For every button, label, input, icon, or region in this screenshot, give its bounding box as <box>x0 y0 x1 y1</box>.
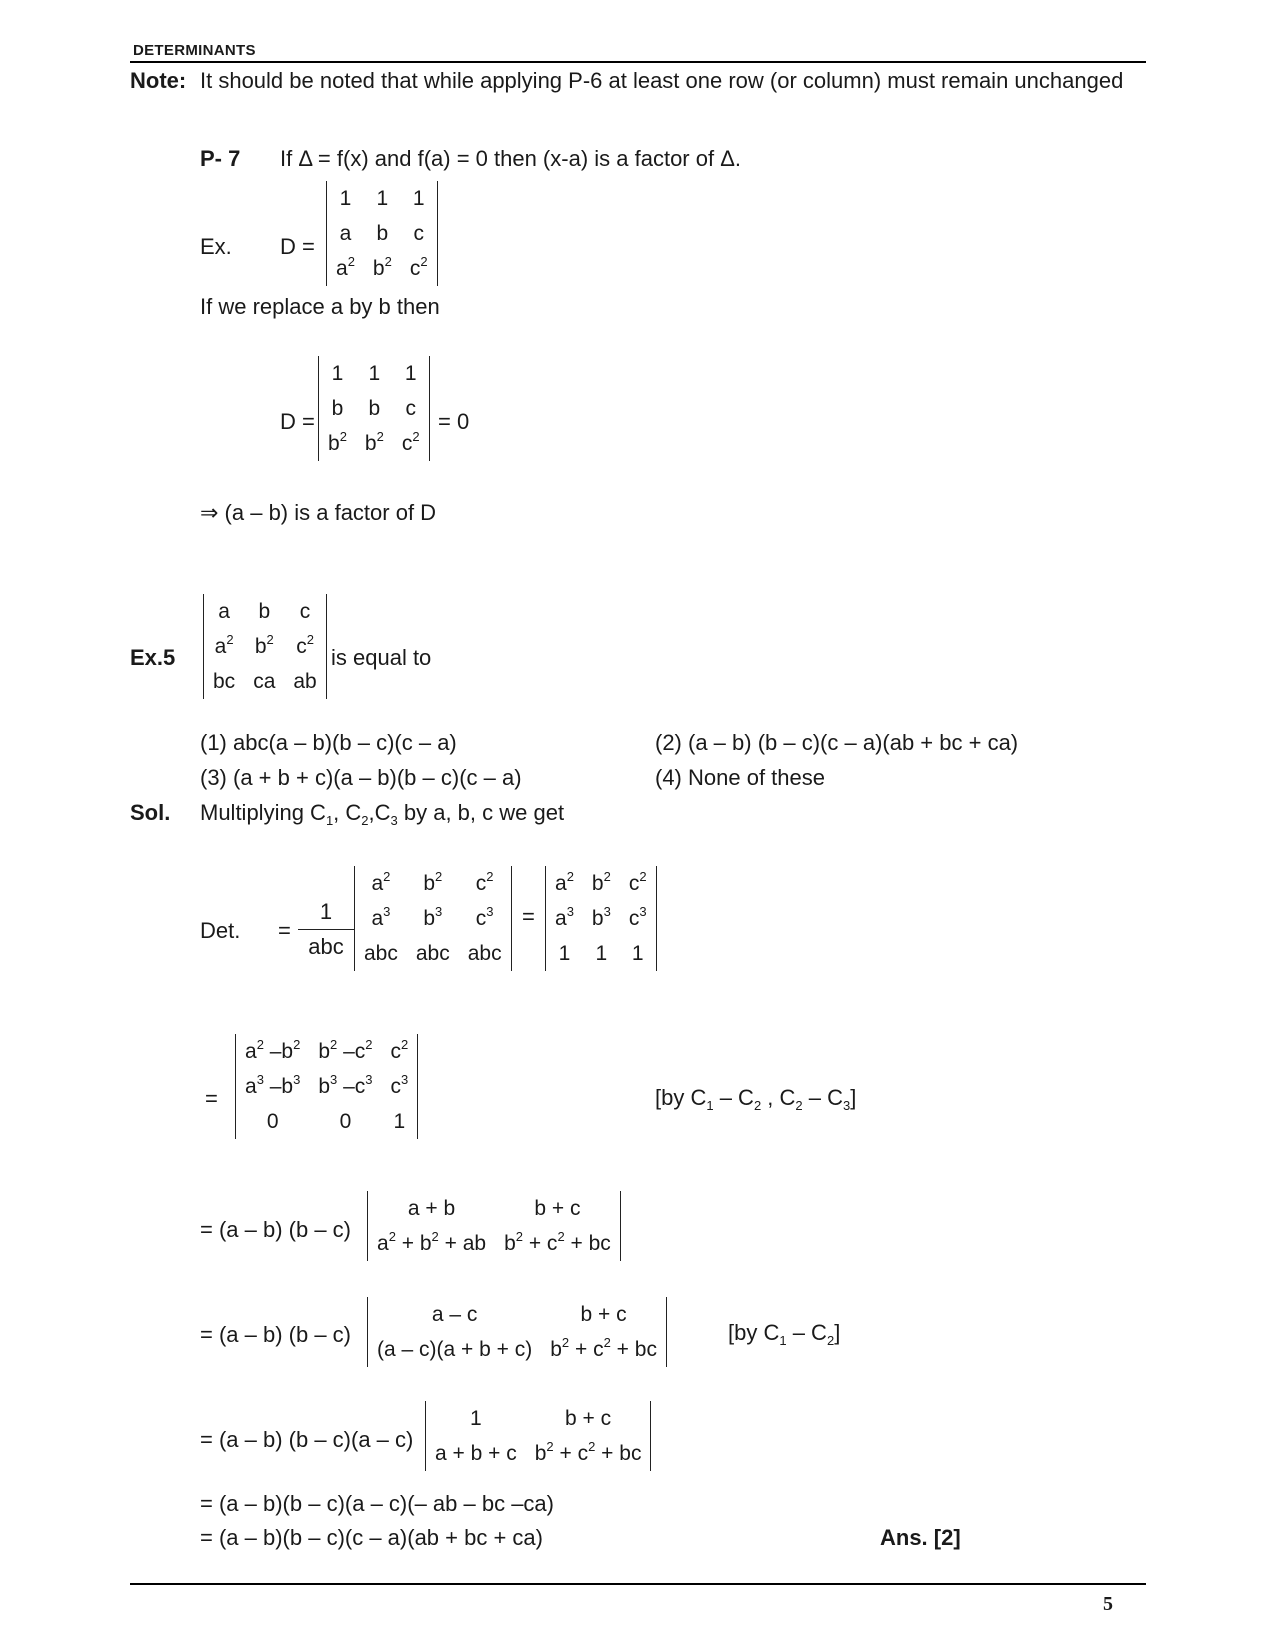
determinant-multiplied: $a^2$ $b^2$ $c^2$ $a^3$ $b^3$ $c^3$ abc abc abc <box>354 866 512 971</box>
property-label: P- 7 <box>200 146 241 171</box>
page-number: 5 <box>1103 1593 1113 1615</box>
determinant-question: a b c $a^2$ $b^2$ $c^2$ bc ca ab <box>203 594 327 699</box>
step9-line: = (a – b)(b – c)(c – a)(ab + bc + ca) <box>200 1525 543 1550</box>
determinant-2x2-a: a + b b + c $a^2 + b^2$ + ab $b^2 + c^2$ + bc <box>367 1191 621 1261</box>
equals-zero: = 0 <box>438 409 470 434</box>
note-label: Note: <box>130 68 187 93</box>
replace-text: If we replace a by b then <box>200 294 440 319</box>
fraction-numerator: 1 <box>298 899 354 930</box>
operation-note-2: [by $C_1 - C_2$] <box>728 1320 841 1348</box>
factor-conclusion: ⇒ (a – b) is a factor of D <box>200 500 437 525</box>
determinant-simplified: $a^2$ $b^2$ $c^2$ $a^3$ $b^3$ $c^3$ 1 1 1 <box>545 866 657 971</box>
option-3: (3) (a + b + c)(a – b)(b – c)(c – a) <box>200 765 522 790</box>
question-suffix: is equal to <box>331 645 432 670</box>
d-equals: D = <box>280 234 315 259</box>
example5-label: Ex.5 <box>130 645 176 670</box>
det-label: Det. <box>200 918 241 943</box>
step7-prefix: = (a – b) (b – c)(a – c) <box>200 1427 414 1452</box>
determinant-column-ops: $a^2$ $-b^2$ $b^2$ $-c^2$ $c^2$ $a^3$ $-b^3$ $b^3$ $-c^3$ $c^3$ 0 0 1 <box>235 1034 418 1139</box>
determinant-2x2-c: 1 b + c a + b + c $b^2 + c^2$ + bc <box>425 1401 651 1471</box>
fraction-denominator: abc <box>308 934 344 959</box>
determinant-replaced: 1 1 1 b b c $b^2$ $b^2$ $c^2$ <box>318 356 430 461</box>
header-rule <box>130 61 1146 63</box>
operation-note-1: [by $C_1 - C_2$ , $C_2 - C_3$] <box>655 1085 857 1113</box>
determinant-vandermonde: 1 1 1 a b c $a^2$ $b^2$ $c^2$ <box>326 181 438 286</box>
fraction-one-over-abc <box>298 899 354 960</box>
equals-mid: = <box>522 904 535 929</box>
option-1: (1) abc(a – b)(b – c)(c – a) <box>200 730 457 755</box>
option-4: (4) None of these <box>655 765 825 790</box>
note-text: It should be noted that while applying P-6 at least one row (or column) must remain unchanged <box>200 68 1124 93</box>
equals-step4: = <box>205 1086 218 1111</box>
option-2: (2) (a – b) (b – c)(c – a)(ab + bc + ca) <box>655 730 1019 755</box>
property-text: If Δ = f(x) and f(a) = 0 then (x-a) is a factor of Δ. <box>280 146 742 171</box>
example-label: Ex. <box>200 234 232 259</box>
step5-prefix: = (a – b) (b – c) <box>200 1217 352 1242</box>
step8-line: = (a – b)(b – c)(a – c)(– ab – bc –ca) <box>200 1491 554 1516</box>
step6-prefix: = (a – b) (b – c) <box>200 1322 352 1347</box>
answer-label: Ans. [2] <box>880 1525 961 1550</box>
footer-rule <box>130 1583 1146 1585</box>
equals-sign: = <box>278 918 291 943</box>
determinant-2x2-b: a – c b + c (a – c)(a + b + c) $b^2 + c^2$ + bc <box>367 1297 667 1367</box>
solution-label: Sol. <box>130 800 171 825</box>
running-header: DETERMINANTS <box>133 42 256 59</box>
d-equals-2: D = <box>280 409 315 434</box>
solution-intro: Multiplying $C_1$, $C_2,C_3$ by a, b, c we get <box>200 800 565 828</box>
